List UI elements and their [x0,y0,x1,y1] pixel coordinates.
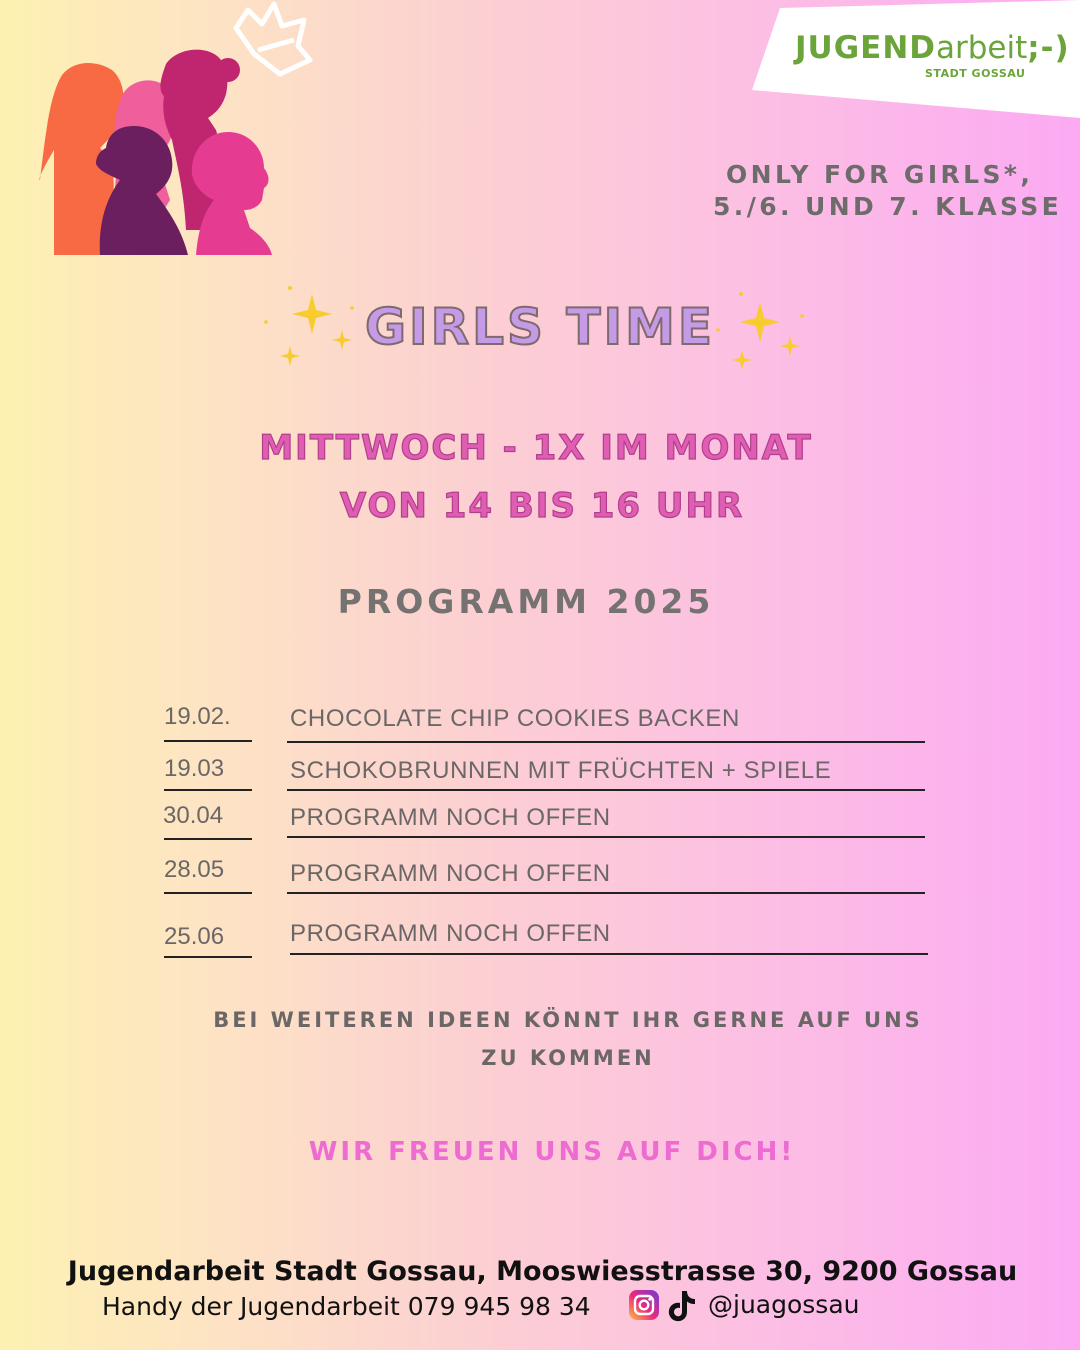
row-activity-divider [290,953,928,955]
row-activity-divider [287,789,925,791]
program-row-date: 28.05 [164,856,225,883]
row-date-divider [164,838,252,840]
poster-title: GIRLS TIME [364,298,716,356]
program-row-date: 19.03 [164,755,225,782]
schedule-day-line: MITTWOCH - 1X IM MONAT [259,428,813,468]
logo-word-bold: JUGEND [795,30,937,66]
row-activity-divider [287,741,925,743]
program-row-activity: PROGRAMM NOCH OFFEN [290,804,611,831]
schedule-time-line: VON 14 BIS 16 UHR [339,486,745,526]
program-row-activity: PROGRAMM NOCH OFFEN [290,920,611,947]
audience-line-2: 5./6. UND 7. KLASSE [713,192,1063,221]
social-handle[interactable]: @juagossau [708,1290,860,1319]
footer-address: Jugendarbeit Stadt Gossau, Mooswiesstrasse 30, 9200 Gossau [67,1256,1018,1287]
footer-phone: Handy der Jugendarbeit 079 945 98 34 [102,1292,591,1321]
row-date-divider [164,740,252,742]
program-row-activity: PROGRAMM NOCH OFFEN [290,860,611,887]
tiktok-icon[interactable] [667,1289,697,1323]
closing-message: WIR FREUEN UNS AUF DICH! [308,1137,796,1167]
program-row-date: 30.04 [163,802,224,829]
program-row-date: 25.06 [164,923,225,950]
instagram-icon[interactable] [628,1289,660,1321]
logo-word-light: arbeit [936,30,1028,66]
row-date-divider [164,956,252,958]
bright-pink-girl-silhouette [192,132,272,255]
ideas-note: BEI WEITEREN IDEEN KÖNNT IHR GERNE AUF UNS ZU KOMMEN [213,1008,923,1070]
logo-subtitle: STADT GOSSAU [925,67,1026,80]
girls-silhouettes-illustration [36,0,326,260]
crown-icon [236,4,310,74]
program-row-date: 19.02. [164,703,231,730]
row-activity-divider [287,892,925,894]
program-heading: PROGRAMM 2025 [337,582,715,621]
program-row-activity: CHOCOLATE CHIP COOKIES BACKEN [290,705,740,732]
logo-smiley: ;-) [1027,30,1070,66]
audience-line-1: ONLY FOR GIRLS*, [726,160,1034,189]
row-activity-divider [287,836,925,838]
row-date-divider [164,892,252,894]
logo-wordmark [795,30,1070,66]
row-date-divider [164,789,252,791]
program-row-activity: SCHOKOBRUNNEN MIT FRÜCHTEN + SPIELE [290,757,832,784]
